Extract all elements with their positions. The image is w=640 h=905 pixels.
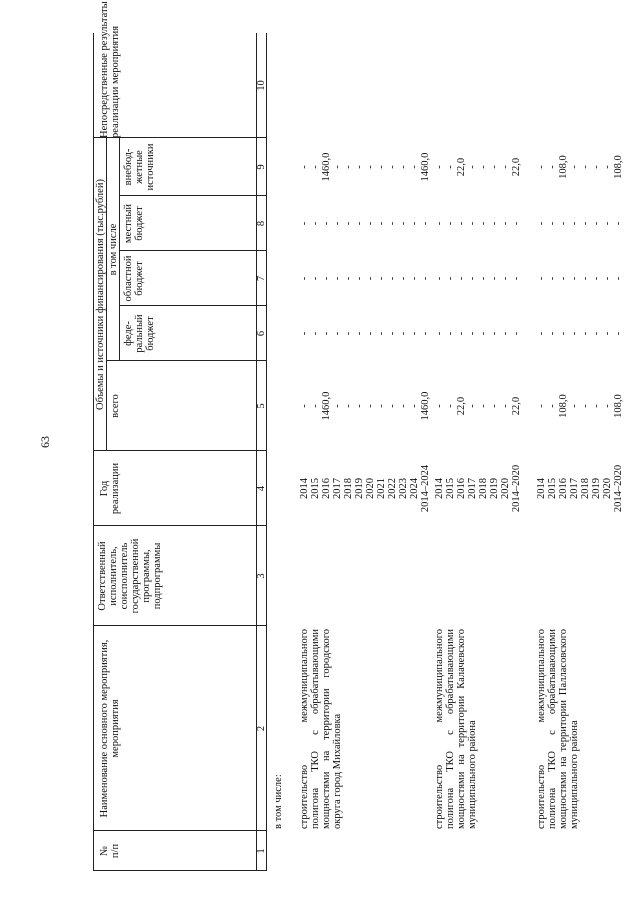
- federal-values: - - - - - - - - - - - -: [299, 331, 431, 336]
- header-name: Наименование основного мероприятия, мероприятия: [99, 639, 121, 818]
- header-year: Год реализации: [99, 462, 121, 515]
- measure-name: строительство межмуниципального полигона ТКО с обрабатывающими мощностями на территории городского округа город Михайловка: [299, 629, 343, 829]
- header-executor: Ответственный исполнитель, соисполнитель государственной программы, подпрограммы: [97, 538, 163, 614]
- header-number: № п/п: [99, 843, 121, 859]
- measure-name: строительство межмуниципального полигона ТКО с обрабатывающими мощностями на территории Палласовского муниципального района: [536, 629, 580, 829]
- total-values: - - 22,0 - - - - 22,0: [434, 396, 522, 416]
- col-number: 5: [256, 403, 267, 409]
- local-values: - - - - - - - - - - - -: [299, 221, 431, 226]
- federal-values: - - - - - - - -: [536, 331, 624, 336]
- intro-text: в том числе:: [273, 774, 284, 829]
- group-line: [106, 138, 107, 451]
- extrabudget-values: - - 22,0 - - - - 22,0: [434, 157, 522, 177]
- total-values: - - 108,0 - - - - 108,0: [536, 394, 624, 418]
- regional-values: - - - - - - - -: [434, 276, 522, 281]
- years-list: 2014 2015 2016 2017 2018 2019 2020 2014–2020: [434, 464, 522, 513]
- local-values: - - - - - - - -: [434, 221, 522, 226]
- col-number: 6: [256, 330, 267, 337]
- local-values: - - - - - - - -: [536, 221, 624, 226]
- header-regional: областной бюджет: [123, 255, 145, 302]
- col-number: 10: [256, 80, 267, 91]
- table-border-top: [93, 33, 94, 871]
- col-number: 7: [256, 275, 267, 282]
- total-values: - - 1460,0 - - - - - - - - 1460,0: [299, 391, 431, 421]
- header-results: Непосредственные результаты реализации мероприятия: [99, 1, 121, 138]
- header-subgroup: в том числе: [108, 223, 119, 276]
- measure-name: строительство межмуниципального полигона ТКО с обрабатывающими мощностями на территории Калачевского муниципального района: [434, 629, 478, 829]
- regional-values: - - - - - - - - - - - -: [299, 276, 431, 281]
- page-number: 63: [38, 436, 52, 448]
- col-number: 1: [256, 848, 267, 854]
- years-list: 2014 2015 2016 2017 2018 2019 2020 2021 2022 2023 2024 2014–2024: [299, 464, 431, 513]
- extrabudget-values: - - 108,0 - - - - 108,0: [536, 155, 624, 179]
- federal-values: - - - - - - - -: [434, 331, 522, 336]
- financing-table: [93, 1, 636, 871]
- header-federal: феде- ральный бюджет: [123, 314, 156, 353]
- col-number: 4: [256, 485, 267, 492]
- extrabudget-values: - - 1460,0 - - - - - - - - 1460,0: [299, 152, 431, 182]
- regional-values: - - - - - - - -: [536, 276, 624, 281]
- col-number: 8: [256, 220, 267, 227]
- col-number: 9: [256, 164, 267, 170]
- header-total: всего: [110, 394, 121, 418]
- header-financing-group: Объемы и источники финансирования (тыс.рублей): [95, 179, 106, 410]
- years-list: 2014 2015 2016 2017 2018 2019 2020 2014–2020: [536, 464, 624, 513]
- header-extrabudget: внебюд- жетные источники: [123, 143, 156, 191]
- col-number: 3: [256, 573, 267, 579]
- col-number: 2: [256, 725, 267, 732]
- header-local: местный бюджет: [123, 203, 145, 244]
